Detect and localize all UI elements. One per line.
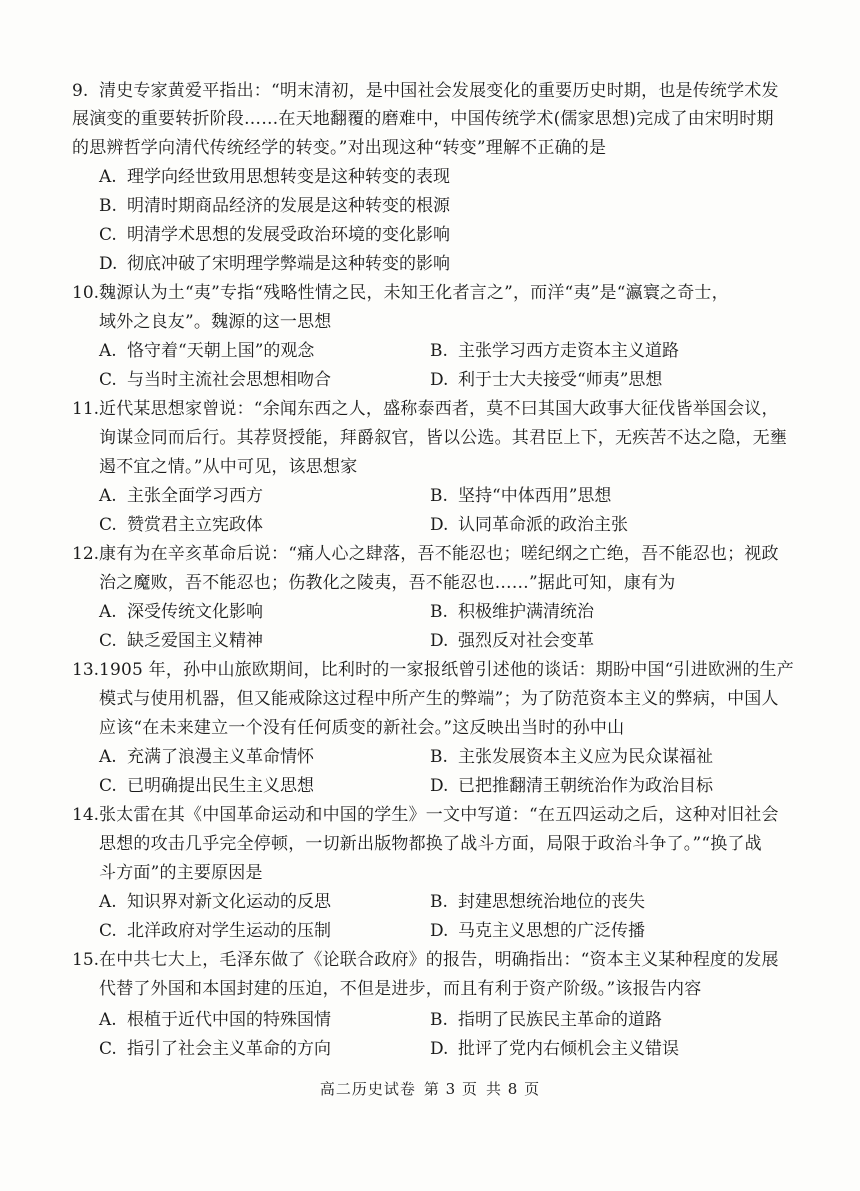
question-stem-line: 魏源认为土“夷”专指“残略性情之民，未知王化者言之”，而洋“夷”是“瀛寰之奇士， xyxy=(99,283,729,303)
page-number: 第 3 页 xyxy=(423,1080,478,1098)
option-c: C. 指引了社会主义革命的方向 xyxy=(99,1039,331,1059)
question-number: 9. xyxy=(72,81,89,101)
exam-title: 高二历史试卷 xyxy=(319,1080,416,1098)
question-stem-line: 的思辨哲学向清代传统经学的转变。”对出现这种“转变”理解不正确的是 xyxy=(72,138,607,158)
option-c: C. 与当时主流社会思想相吻合 xyxy=(99,370,331,390)
question-number: 13. xyxy=(72,660,100,680)
option-a: A. 主张全面学习西方 xyxy=(99,486,263,506)
question-number: 14. xyxy=(72,805,100,825)
option-a: A. 根植于近代中国的特殊国情 xyxy=(99,1010,331,1030)
question-number: 15. xyxy=(72,950,100,970)
option-b: B. 封建思想统治地位的丧失 xyxy=(430,892,645,912)
question-stem-line: 思想的攻击几乎完全停顿，一切新出版物都换了战斗方面，局限于政治斗争了。”“换了战 xyxy=(99,834,762,854)
question-stem-line: 治之魔败，吾不能忍也；伤教化之陵夷，吾不能忍也……”据此可知，康有为 xyxy=(99,573,676,593)
question-stem-line: 展演变的重要转折阶段……在天地翻覆的磨难中，中国传统学术(儒家思想)完成了由宋明时期 xyxy=(72,109,774,129)
question-stem-line: 模式与使用机器，但又能戒除这过程中所产生的弊端”；为了防范资本主义的弊病，中国人 xyxy=(99,689,779,709)
option-c: C. 北洋政府对学生运动的压制 xyxy=(99,921,331,941)
question-stem-line: 遏不宜之情。”从中可见，该思想家 xyxy=(99,457,358,477)
question-stem-line: 近代某思想家曾说：“余闻东西之人，盛称泰西者，莫不曰其国大政事大征伐皆举国会议， xyxy=(99,399,779,419)
option-a: A. 深受传统文化影响 xyxy=(99,602,263,622)
option-a: A. 恪守着“天朝上国”的观念 xyxy=(99,341,315,361)
question-number: 11. xyxy=(72,399,100,419)
question-stem-line: 代替了外国和本国封建的压迫，不但是进步，而且有利于资产阶级。”该报告内容 xyxy=(99,979,702,999)
option-b: B. 主张发展资本主义应为民众谋福祉 xyxy=(430,747,713,767)
question-stem-line: 斗方面”的主要原因是 xyxy=(99,863,263,883)
question-stem-line: 在中共七大上，毛泽东做了《论联合政府》的报告，明确指出：“资本主义某种程度的发展 xyxy=(99,950,779,970)
question-stem-line: 清史专家黄爱平指出：“明末清初，是中国社会发展变化的重要历史时期，也是传统学术发 xyxy=(99,81,779,101)
option-b: B. 坚持“中体西用”思想 xyxy=(430,486,612,506)
option-c: C. 缺乏爱国主义精神 xyxy=(99,631,263,651)
option-d: D. 彻底冲破了宋明理学弊端是这种转变的影响 xyxy=(99,254,450,274)
option-a: A. 理学向经世致用思想转变是这种转变的表现 xyxy=(99,167,450,187)
option-c: C. 赞赏君主立宪政体 xyxy=(99,515,263,535)
question-stem-line: 应该“在未来建立一个没有任何质变的新社会。”这反映出当时的孙中山 xyxy=(99,718,625,738)
option-b: B. 积极维护满清统治 xyxy=(430,602,594,622)
option-d: D. 利于士大夫接受“师夷”思想 xyxy=(430,370,663,390)
option-d: D. 强烈反对社会变革 xyxy=(430,631,594,651)
option-d: D. 批评了党内右倾机会主义错误 xyxy=(430,1039,679,1059)
option-d: D. 认同革命派的政治主张 xyxy=(430,515,628,535)
option-c: C. 明清学术思想的发展受政治环境的变化影响 xyxy=(99,225,450,245)
question-stem-line: 康有为在辛亥革命后说：“痛人心之肆落，吾不能忍也；嗟纪纲之亡绝，吾不能忍也；视政 xyxy=(99,544,779,564)
option-d: D. 已把推翻清王朝统治作为政治目标 xyxy=(430,776,713,796)
option-c: C. 已明确提出民生主义思想 xyxy=(99,776,314,796)
question-stem-line: 询谋佥同而后行。其荐贤授能，拜爵叙官，皆以公选。其君臣上下，无疾苦不达之隐，无壅 xyxy=(99,428,787,448)
page-footer xyxy=(0,1079,860,1099)
option-b: B. 指明了民族民主革命的道路 xyxy=(430,1010,662,1030)
question-number: 10. xyxy=(72,283,100,303)
question-stem-line: 域外之良友”。魏源的这一思想 xyxy=(99,312,332,332)
question-stem-line: 张太雷在其《中国革命运动和中国的学生》一文中写道：“在五四运动之后，这种对旧社会 xyxy=(99,805,779,825)
page-total: 共 8 页 xyxy=(486,1080,541,1098)
option-b: B. 主张学习西方走资本主义道路 xyxy=(430,341,679,361)
question-stem-line: 1905 年，孙中山旅欧期间，比利时的一家报纸曾引述他的谈话：期盼中国“引进欧洲的生产 xyxy=(99,660,794,680)
option-a: A. 知识界对新文化运动的反思 xyxy=(99,892,331,912)
option-a: A. 充满了浪漫主义革命情怀 xyxy=(99,747,314,767)
option-d: D. 马克主义思想的广泛传播 xyxy=(430,921,645,941)
question-number: 12. xyxy=(72,544,100,564)
option-b: B. 明清时期商品经济的发展是这种转变的根源 xyxy=(99,196,450,216)
